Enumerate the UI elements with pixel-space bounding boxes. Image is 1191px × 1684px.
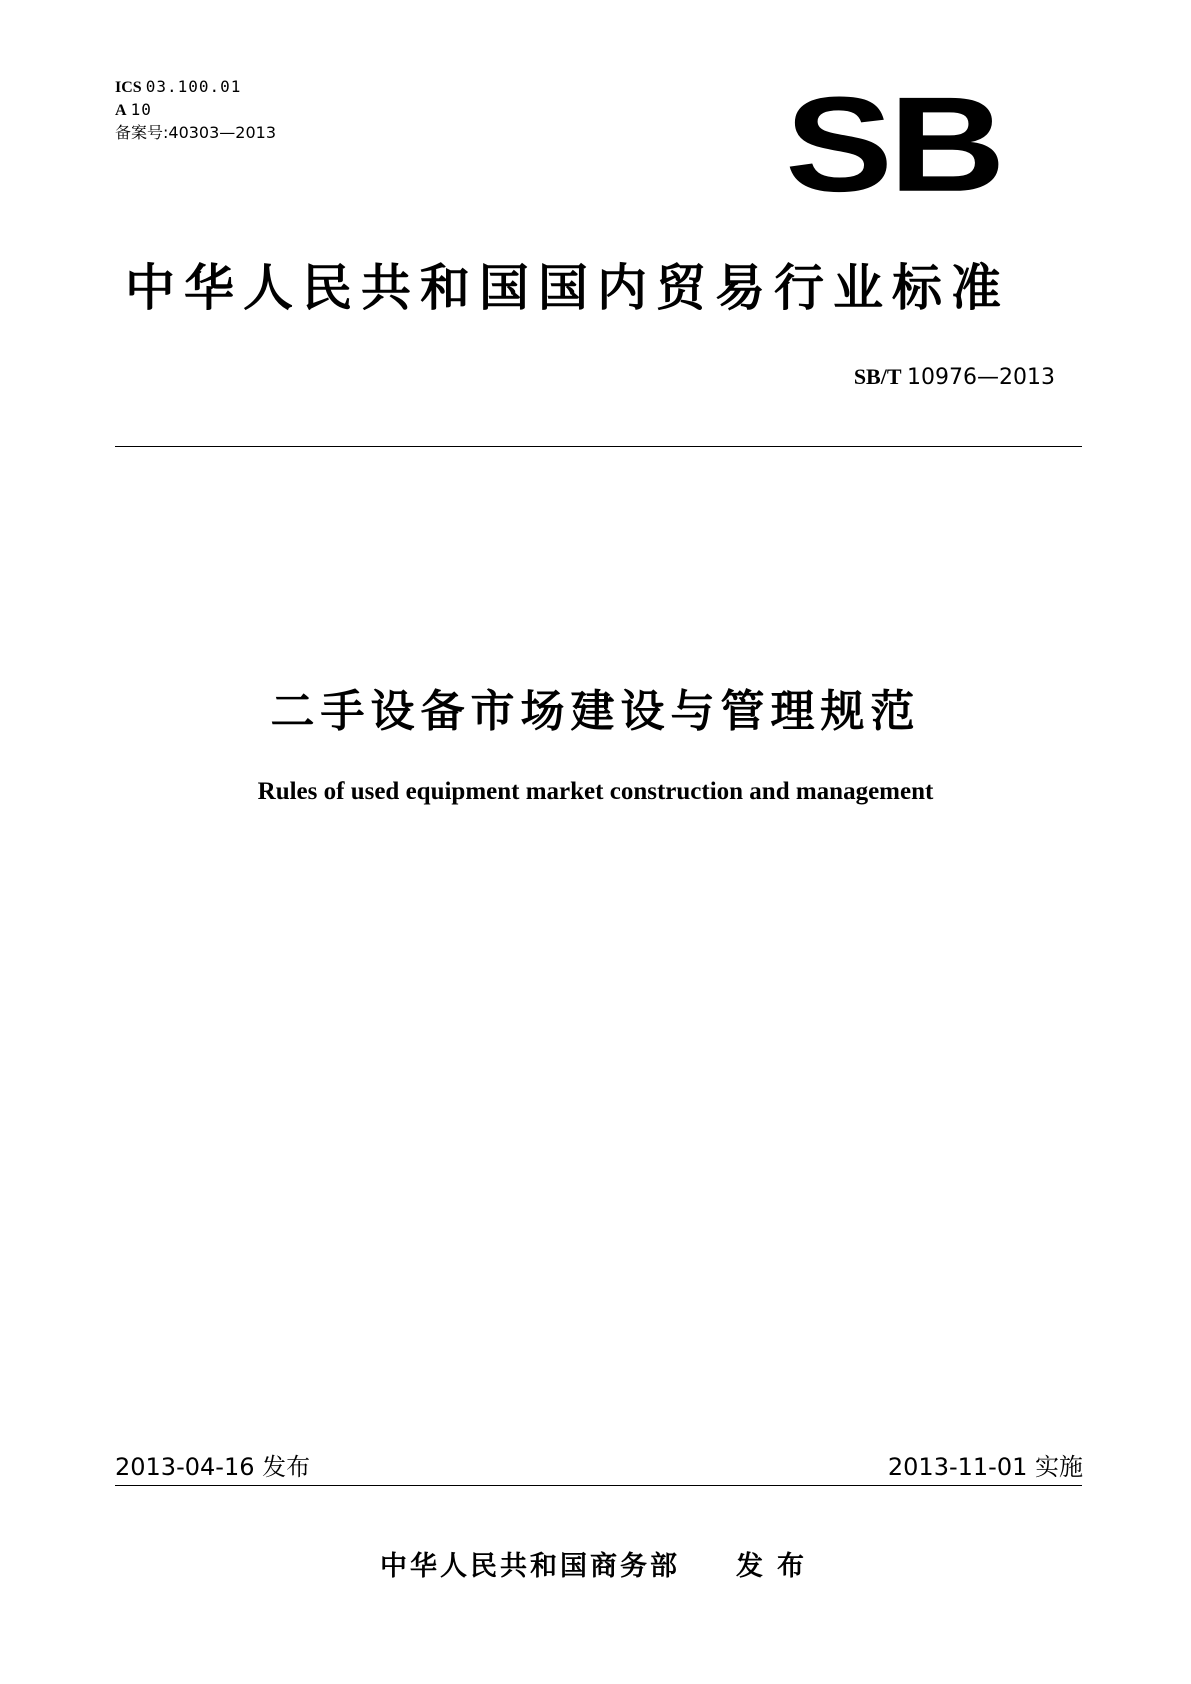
issuer-action: 发布: [736, 1551, 818, 1582]
classification-codes: [115, 76, 276, 144]
issue-date: 2013-04-16 发布: [115, 1453, 311, 1481]
standard-number: [854, 364, 1055, 390]
standard-number-prefix: SB/T: [853, 364, 902, 389]
document-title-english: Rules of used equipment market construction and management: [257, 778, 934, 805]
top-divider: [115, 446, 1082, 447]
standard-category-title: 中华人民共和国国内贸易行业标准: [125, 259, 1010, 317]
ics-code-row: [115, 76, 276, 99]
sb-logo: SB: [785, 68, 1002, 220]
issuing-authority: [380, 1544, 818, 1583]
implementation-date: 2013-11-01 实施: [887, 1453, 1083, 1481]
ccs-value: 10: [130, 100, 152, 119]
document-title: 二手设备市场建设与管理规范: [270, 686, 921, 737]
ics-value: 03.100.01: [145, 77, 242, 96]
ccs-code-row: [115, 99, 276, 122]
ics-label: ICS: [115, 79, 142, 96]
issuer-name: 中华人民共和国商务部: [380, 1551, 680, 1582]
ccs-label: A: [115, 102, 127, 119]
filing-number: 备案号:40303—2013: [115, 123, 277, 142]
standard-number-value: 10976—2013: [907, 365, 1055, 390]
bottom-divider: [115, 1485, 1082, 1486]
